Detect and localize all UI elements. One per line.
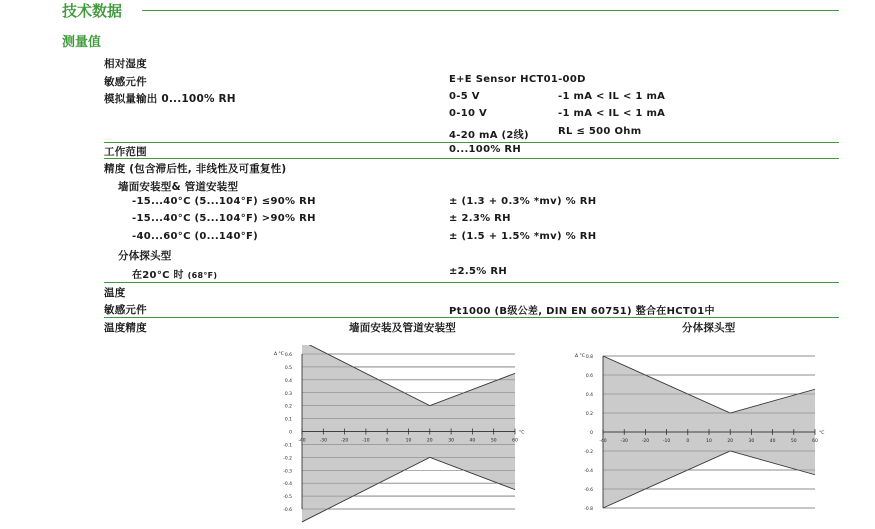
chart2-title: 分体探头型: [682, 322, 736, 334]
divider: [104, 282, 839, 283]
x-tick-label: 40: [469, 438, 476, 444]
rh-heading: 相对湿度: [104, 58, 147, 70]
x-tick-label: 0: [385, 438, 389, 444]
y-tick-label: -0.4: [283, 482, 292, 488]
work-range-value: 0...100% RH: [449, 144, 522, 155]
y-tick-label: 0.6: [284, 353, 292, 358]
x-tick-label: -10: [662, 439, 671, 444]
probe-value: ±2.5% RH: [449, 266, 508, 277]
x-tick-label: 10: [706, 439, 712, 444]
y-axis-label: Δ °C: [274, 352, 284, 357]
output-load: RL ≤ 500 Ohm: [558, 126, 642, 137]
y-tick-label: 0.5: [284, 365, 292, 371]
output-range: 0-10 V: [449, 108, 488, 119]
output-range: 0-5 V: [449, 91, 480, 102]
x-tick-label: 10: [405, 438, 412, 444]
x-tick-label: 30: [448, 438, 454, 444]
rh-sensor-value: E+E Sensor HCT01-00D: [449, 74, 586, 85]
y-tick-label: 0: [289, 430, 292, 436]
y-tick-label: 0.2: [284, 404, 292, 410]
probe-condition: 在20°C 时 (68°F): [132, 270, 218, 281]
y-tick-label: 0.3: [284, 391, 292, 397]
y-tick-label: 0.2: [585, 412, 593, 417]
accuracy-value: ± 2.3% RH: [449, 213, 511, 224]
x-tick-label: 50: [490, 438, 497, 444]
page-title: 技术数据: [62, 2, 123, 20]
x-tick-label: -40: [599, 439, 607, 444]
title-rule: [142, 10, 839, 11]
output-range: 4-20 mA (2线): [449, 130, 529, 141]
x-tick-label: -10: [362, 438, 370, 444]
y-tick-label: 0: [590, 431, 593, 436]
y-tick-label: 0.4: [585, 393, 593, 398]
y-tick-label: -0.5: [283, 495, 292, 501]
y-tick-label: -0.2: [584, 450, 593, 455]
accuracy-label: 精度 (包含滞后性, 非线性及可重复性): [104, 163, 287, 175]
x-axis-label: °C: [519, 430, 525, 436]
chart1-title: 墙面安装及管道安装型: [349, 322, 456, 334]
probe-label: 分体探头型: [118, 250, 172, 262]
accuracy-value: ± (1.5 + 1.5% *mv) % RH: [449, 231, 597, 242]
x-tick-label: 50: [790, 439, 797, 444]
accuracy-condition: -40...60°C (0...140°F): [132, 231, 258, 242]
y-tick-label: 0.1: [284, 417, 292, 423]
x-tick-label: 40: [769, 439, 776, 444]
x-tick-label: 0: [686, 439, 690, 444]
y-tick-label: -0.6: [584, 488, 593, 493]
x-tick-label: 60: [512, 438, 518, 444]
y-tick-label: -0.4: [584, 469, 593, 474]
wall-mount-label: 墙面安装型& 管道安装型: [118, 181, 239, 193]
rh-output-label: 模拟量输出 0...100% RH: [104, 93, 236, 105]
output-load: -1 mA < IL < 1 mA: [558, 91, 666, 102]
y-tick-label: -0.8: [584, 507, 593, 512]
rh-sensor-label: 敏感元件: [104, 76, 147, 88]
work-range-label: 工作范围: [104, 146, 147, 158]
divider: [104, 158, 839, 159]
y-tick-label: 0.6: [585, 374, 593, 379]
y-tick-label: 0.8: [585, 355, 593, 360]
y-tick-label: -0.3: [283, 469, 292, 475]
x-tick-label: 30: [748, 439, 755, 444]
temp-sensor-label: 敏感元件: [104, 304, 147, 316]
y-tick-label: -0.2: [283, 456, 292, 462]
y-tick-label: -0.6: [283, 508, 292, 513]
x-axis-label: °C: [819, 431, 825, 436]
x-tick-label: -30: [620, 439, 628, 444]
accuracy-value: ± (1.3 + 0.3% *mv) % RH: [449, 196, 597, 207]
y-axis-label: Δ °C: [575, 354, 585, 359]
divider: [104, 317, 839, 318]
x-tick-label: 60: [812, 439, 818, 444]
x-tick-label: -20: [641, 439, 650, 444]
x-tick-label: -40: [298, 438, 306, 444]
x-tick-label: 20: [426, 438, 433, 444]
temp-accuracy-chart-wall: [260, 345, 530, 529]
temp-sensor-value: Pt1000 (B级公差, DIN EN 60751) 整合在HCT01中: [449, 306, 715, 317]
y-tick-label: 0.4: [284, 378, 292, 384]
output-load: -1 mA < IL < 1 mA: [558, 108, 666, 119]
temp-accuracy-chart-probe: [560, 348, 830, 529]
temp-heading: 温度: [104, 287, 126, 299]
temp-accuracy-label: 温度精度: [104, 322, 147, 334]
accuracy-condition: -15...40°C (5...104°F) ≤90% RH: [132, 196, 316, 207]
divider: [104, 142, 839, 143]
section-title: 测量值: [62, 35, 102, 50]
x-tick-label: -30: [319, 438, 327, 444]
accuracy-condition: -15...40°C (5...104°F) >90% RH: [132, 213, 316, 224]
y-tick-label: -0.1: [283, 443, 292, 449]
x-tick-label: -20: [340, 438, 349, 444]
x-tick-label: 20: [727, 439, 734, 444]
